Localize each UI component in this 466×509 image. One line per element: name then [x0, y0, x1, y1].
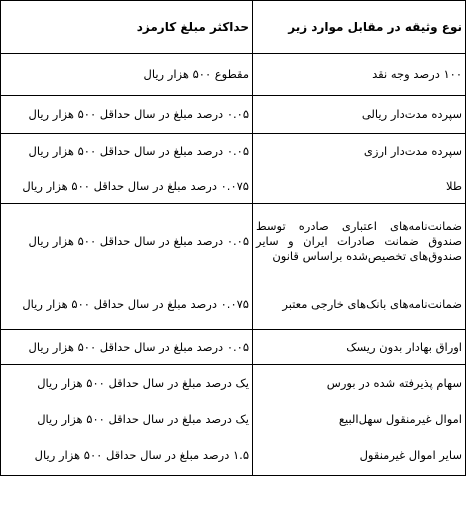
collateral-type-cell: سایر اموال غیرمنقول — [253, 437, 466, 476]
table-row — [1, 204, 466, 280]
max-fee-cell: یک درصد مبلغ در سال حداقل ۵۰۰ هزار ریال — [1, 365, 253, 402]
max-fee-cell: یک درصد مبلغ در سال حداقل ۵۰۰ هزار ریال — [1, 402, 253, 437]
max-fee-cell: ۰.۰۵ درصد مبلغ در سال حداقل ۵۰۰ هزار ریال — [1, 204, 253, 280]
collateral-type-cell: ضمانت‌نامه‌های اعتباری صادره توسط صندوق ضمانت صادرات ایران و سایر صندوق‌های تخصیص‌شده براساس قانون — [253, 204, 466, 280]
table-row — [1, 54, 466, 96]
table-row — [1, 134, 466, 170]
collateral-type-cell: اوراق بهادار بدون ریسک — [253, 330, 466, 365]
collateral-type-cell: ۱۰۰ درصد وجه نقد — [253, 54, 466, 96]
collateral-type-cell: سپرده مدت‌دار ریالی — [253, 96, 466, 134]
collateral-type-cell: اموال غیرمنقول سهل‌البیع — [253, 402, 466, 437]
table-row — [1, 280, 466, 330]
table-row — [1, 365, 466, 402]
table-row — [1, 96, 466, 134]
header-max-fee: حداکثر مبلغ کارمزد — [1, 1, 253, 54]
collateral-type-cell: ضمانت‌نامه‌های بانک‌های خارجی معتبر — [253, 280, 466, 330]
table-row — [1, 437, 466, 476]
collateral-type-cell: سپرده مدت‌دار ارزی — [253, 134, 466, 170]
table-row — [1, 170, 466, 204]
max-fee-cell: ۰.۰۵ درصد مبلغ در سال حداقل ۵۰۰ هزار ریال — [1, 134, 253, 170]
max-fee-cell: ۰.۰۷۵ درصد مبلغ در سال حداقل ۵۰۰ هزار ریال — [1, 170, 253, 204]
collateral-type-cell: سهام پذیرفته شده در بورس — [253, 365, 466, 402]
max-fee-cell: ۰.۰۵ درصد مبلغ در سال حداقل ۵۰۰ هزار ریال — [1, 330, 253, 365]
max-fee-cell: مقطوع ۵۰۰ هزار ریال — [1, 54, 253, 96]
header-collateral-type: نوع وثیقه در مقابل موارد زیر — [253, 1, 466, 54]
max-fee-cell: ۰.۰۵ درصد مبلغ در سال حداقل ۵۰۰ هزار ریال — [1, 96, 253, 134]
max-fee-cell: ۱.۵ درصد مبلغ در سال حداقل ۵۰۰ هزار ریال — [1, 437, 253, 476]
table-row — [1, 330, 466, 365]
collateral-type-cell: طلا — [253, 170, 466, 204]
max-fee-cell: ۰.۰۷۵ درصد مبلغ در سال حداقل ۵۰۰ هزار ریال — [1, 280, 253, 330]
table-row — [1, 402, 466, 437]
table-header-row — [1, 1, 466, 54]
